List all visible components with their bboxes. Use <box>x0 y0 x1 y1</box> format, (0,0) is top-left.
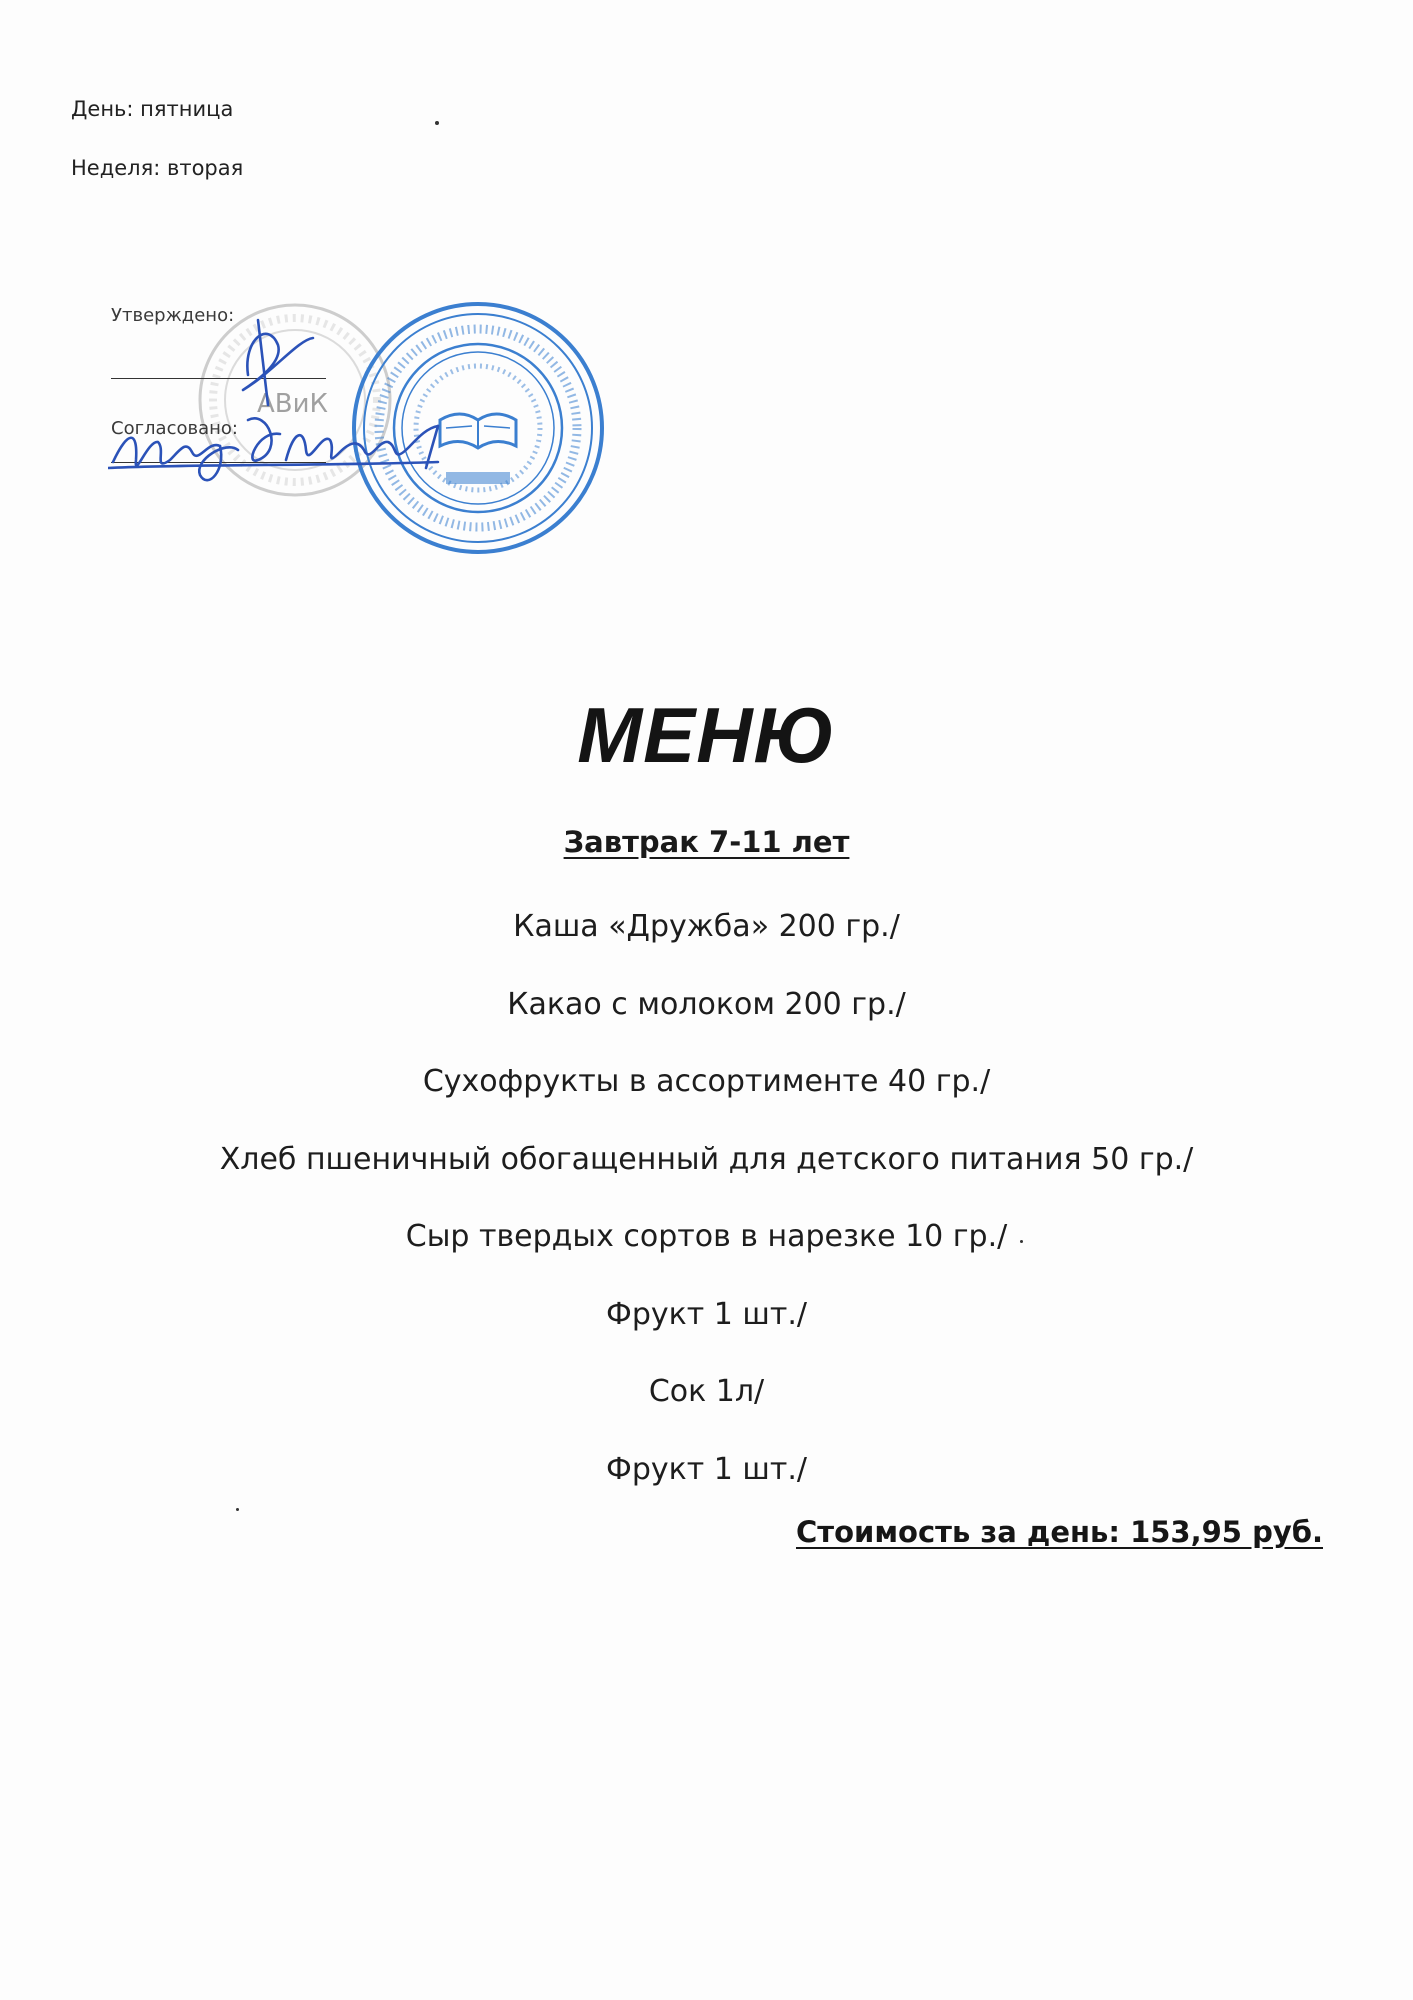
scan-speck <box>236 1508 239 1511</box>
daily-cost: Стоимость за день: 153,95 руб. <box>796 1515 1323 1549</box>
menu-item: Каша «Дружба» 200 гр./ <box>513 909 900 944</box>
menu-item: Фрукт 1 шт./ <box>606 1296 807 1332</box>
approved-label: Утверждено: <box>111 305 235 326</box>
meal-heading: Завтрак 7-11 лет <box>563 825 850 859</box>
page-title: МЕНЮ <box>577 691 836 779</box>
menu-item: Какао с молоком 200 гр./ <box>507 986 906 1022</box>
week-label: Неделя: вторая <box>71 156 244 180</box>
menu-item: Сухофрукты в ассортименте 40 гр./ <box>422 1064 991 1099</box>
menu-item: Фрукт 1 шт./ <box>606 1451 807 1487</box>
menu-item: Хлеб пшеничный обогащенный для детского питания 50 гр./ <box>219 1141 1194 1177</box>
handwritten-signature-icon <box>108 300 508 500</box>
scan-speck <box>1020 1240 1023 1243</box>
scan-speck <box>435 121 439 125</box>
svg-text:АВиК: АВиК <box>257 389 328 419</box>
menu-list <box>0 902 1413 1522</box>
day-label: День: пятница <box>71 97 234 121</box>
agreed-label: Согласовано: <box>111 418 238 439</box>
menu-item: Сыр твердых сортов в нарезке 10 гр./ <box>405 1219 1008 1254</box>
menu-item: Сок 1л/ <box>648 1374 765 1409</box>
